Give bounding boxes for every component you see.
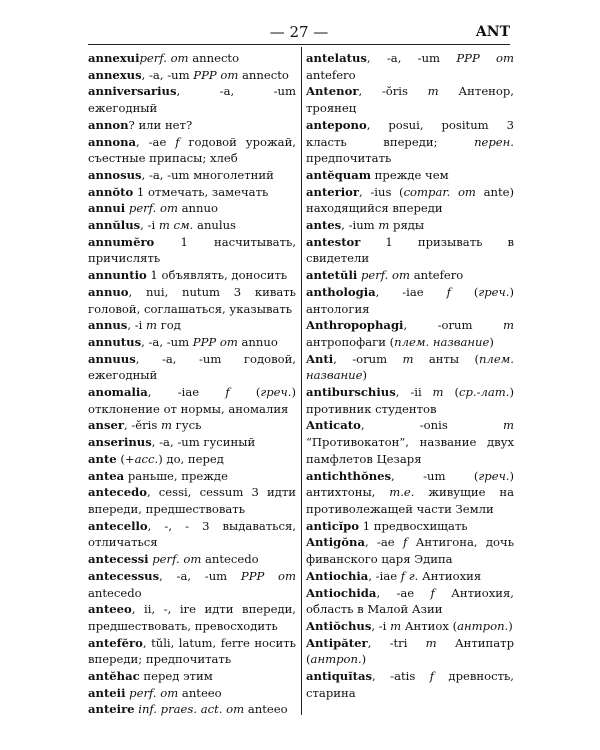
dictionary-entry [306, 384, 514, 417]
entry-headword: antes [306, 218, 342, 233]
entry-grammar-note: perf. от [125, 685, 179, 700]
entry-grammar-note: m [503, 318, 514, 333]
entry-headword: antiburschius [306, 385, 396, 400]
dictionary-entry [88, 200, 296, 217]
entry-definition-text: , -ii [395, 385, 433, 400]
entry-grammar-note: греч. [260, 385, 292, 400]
entry-definition-text: , -onis [360, 418, 503, 433]
entry-definition-text: , -ium [341, 218, 379, 233]
entry-definition-text: , -tri [367, 635, 426, 650]
dictionary-entry [88, 518, 296, 551]
entry-definition-text: Антиох ( [401, 618, 458, 633]
entry-headword: anticĭpo [306, 518, 360, 533]
dictionary-entry [306, 50, 514, 83]
entry-definition-text: , -ŏris [358, 84, 428, 99]
entry-headword: ante [88, 451, 117, 466]
entry-headword: Anti [306, 351, 334, 366]
entry-grammar-note: f [429, 669, 435, 684]
entry-definition-text: ) [489, 334, 494, 349]
entry-headword: antea [88, 468, 125, 483]
entry-headword: antiquĭtas [306, 669, 373, 684]
entry-definition-text: , -orum [333, 351, 403, 366]
entry-grammar-note: perf. от [357, 268, 411, 283]
entry-headword: antichthŏnes [306, 468, 392, 483]
entry-definition-text: 1 объявлять, доносить [146, 268, 288, 283]
entry-definition-text: , -a, -um гусиный [151, 435, 256, 450]
dictionary-entry [88, 434, 296, 451]
entry-headword: antecessus [88, 568, 160, 583]
entry-grammar-note: f г. [400, 568, 419, 583]
entry-definition-text: anteeo [244, 702, 288, 717]
dictionary-entry [88, 685, 296, 702]
entry-definition-text: , -a, -um [141, 334, 193, 349]
dictionary-entry [306, 167, 514, 184]
entry-headword: annexui [88, 51, 140, 65]
entry-definition-text: ( [443, 385, 459, 400]
entry-definition-text: antefero [306, 67, 356, 82]
entry-definition-text: , -iae [375, 284, 447, 299]
entry-definition-text: annecto [238, 67, 289, 82]
entry-grammar-note: f [402, 535, 408, 550]
entry-grammar-note: PPP от [193, 67, 239, 82]
entry-grammar-note: f [446, 284, 451, 299]
dictionary-entry [88, 551, 296, 568]
dictionary-entry [306, 518, 514, 535]
entry-grammar-note: т.е. [389, 485, 415, 500]
entry-definition-text: перед этим [139, 669, 213, 684]
dictionary-entry [306, 568, 514, 585]
entry-definition-text: Антенор, троянец [306, 84, 514, 116]
dictionary-entry [306, 585, 514, 618]
entry-definition-text: ) [361, 652, 367, 667]
entry-grammar-note: f [430, 585, 435, 600]
dictionary-entry [306, 351, 514, 384]
entry-headword: Antipăter [306, 635, 368, 650]
dictionary-entry [88, 635, 296, 668]
entry-definition-text: anulus [193, 218, 236, 233]
entry-definition-text: , cessi, cessum 3 идти впереди, предшествовать [88, 485, 296, 516]
entry-definition-text: , -, - 3 выдаваться, отличаться [88, 518, 296, 550]
entry-definition-text: Антиохия, область в Малой Азии [306, 585, 514, 617]
entry-headword: Anticato [306, 418, 361, 433]
entry-headword: antefĕro [88, 635, 143, 650]
dictionary-entry [306, 534, 514, 567]
dictionary-entry [88, 568, 296, 601]
entry-headword: anniversarius [88, 84, 177, 99]
entry-definition-text: ) антология [306, 284, 514, 316]
entry-headword: anser [88, 418, 124, 433]
entry-definition-text: ) отклонение от нормы, аномалия [88, 385, 296, 416]
entry-headword: annuus [88, 351, 136, 366]
entry-headword: anteii [88, 685, 126, 700]
entry-definition-text: , posui, positum 3 класть впереди; [306, 117, 514, 149]
entry-headword: antecello [88, 518, 148, 533]
entry-definition-text: , -a, -um многолетний [141, 167, 274, 182]
entry-definition-text: ( [450, 284, 479, 299]
entry-definition-text: , -ae [136, 134, 176, 149]
dictionary-entry [306, 117, 514, 167]
entry-grammar-note: compar. от [403, 184, 476, 199]
entry-headword: annexus [88, 67, 142, 82]
entry-definition-text: анты ( [413, 351, 479, 366]
dictionary-entry [88, 351, 296, 384]
dictionary-entry [88, 167, 296, 184]
entry-grammar-note: m [425, 635, 437, 650]
entry-definition-text: Антиохия [418, 568, 482, 583]
entry-headword: anomalia [88, 385, 148, 400]
running-head-word: ANT [475, 24, 510, 40]
entry-grammar-note: inf. praes. act. от [134, 702, 245, 717]
dictionary-entry [88, 384, 296, 417]
entry-definition-text: , -i [127, 318, 147, 333]
entry-definition-text: ) противник студентов [306, 385, 514, 416]
entry-definition-text: ? или нет? [128, 117, 193, 132]
dictionary-entry [88, 417, 296, 434]
entry-definition-text: , -ae [376, 585, 431, 600]
entry-headword: Antenor [306, 84, 359, 99]
dictionary-entry [88, 484, 296, 517]
dictionary-entry [306, 267, 514, 284]
entry-definition-text: раньше, прежде [124, 468, 228, 483]
entry-definition-text: , -atis [372, 669, 430, 684]
entry-definition-text: , -a, -um ежегодный [88, 84, 296, 116]
dictionary-entry [88, 67, 296, 84]
entry-grammar-note: плем. название [394, 334, 490, 349]
entry-definition-text: древность, старина [306, 669, 514, 700]
entry-definition-text: anteeo [178, 685, 222, 700]
entry-definition-text: annuo [177, 201, 218, 216]
dictionary-entry [88, 117, 296, 134]
entry-grammar-note: m см. [158, 218, 194, 233]
entry-headword: annosus [88, 167, 142, 182]
entry-headword: Anthropophagi [306, 318, 404, 333]
entry-grammar-note: PPP от [456, 51, 515, 65]
entry-definition-text: , -iae [368, 568, 401, 583]
dictionary-entry [88, 50, 296, 67]
entry-definition-text: ) [508, 618, 513, 633]
dictionary-entry [306, 618, 514, 635]
entry-definition-text: Антигона, дочь фиванского царя Эдипа [306, 535, 515, 567]
page-number: — 27 — [269, 23, 329, 41]
entry-grammar-note: perf. от [125, 201, 178, 216]
entry-definition-text: antecedo [201, 552, 259, 567]
entry-definition-text: , ii, -, ire идти впереди, предшествовать, превосходить [88, 602, 296, 633]
dictionary-entry [88, 184, 296, 201]
entry-headword: annuntio [88, 268, 147, 283]
entry-headword: annus [88, 318, 128, 333]
entry-grammar-note: плем. название [306, 351, 514, 383]
entry-headword: antĕhac [88, 669, 140, 684]
entry-definition-text: ) [362, 368, 368, 383]
entry-definition-text: , -um ( [391, 468, 479, 483]
entry-headword: annutus [88, 334, 142, 349]
entry-headword: antelatus [306, 51, 367, 65]
entry-definition-text: , -a, -um [366, 51, 457, 65]
dictionary-entry [306, 284, 514, 317]
entry-definition-text: ( [229, 385, 261, 400]
entry-grammar-note: m [427, 84, 439, 99]
entry-definition-text: , -a, -um [159, 568, 241, 583]
entry-definition-text: год [157, 318, 181, 333]
dictionary-entry [306, 668, 514, 701]
entry-grammar-note: m [390, 618, 402, 633]
entry-grammar-note: PPP от [192, 334, 238, 349]
entry-definition-text: (+ [116, 451, 135, 466]
entry-definition-text: 1 призывать в свидетели [306, 234, 514, 266]
entry-definition-text: antecedo [88, 585, 142, 600]
dictionary-entry [306, 217, 514, 234]
entry-headword: Antiochia [306, 568, 369, 583]
dictionary-entry [306, 468, 514, 518]
entry-grammar-note: m [161, 418, 172, 433]
entry-definition-text: ряды [389, 218, 425, 233]
dictionary-entry [88, 217, 296, 234]
entry-definition-text: Антипатр ( [306, 635, 514, 667]
entry-definition-text: 1 насчитывать, причислять [88, 234, 296, 266]
entry-grammar-note: acc. [134, 451, 159, 466]
entry-headword: antĕquam [306, 167, 371, 182]
entry-grammar-note: f [175, 134, 180, 149]
entry-definition-text: 1 предвосхищать [359, 518, 468, 533]
entry-headword: anthologia [306, 284, 376, 299]
entry-definition-text: , -ĕris [123, 418, 161, 433]
dictionary-entry [88, 317, 296, 334]
dictionary-entry [88, 134, 296, 167]
entry-grammar-note: PPP от [240, 568, 296, 583]
entry-headword: anteeo [88, 602, 132, 617]
entry-headword: antetŭli [306, 268, 358, 283]
dictionary-entry [88, 267, 296, 284]
entry-headword: Antiochida [306, 585, 377, 600]
dictionary-entry [306, 317, 514, 350]
entry-grammar-note: perf. от [148, 552, 202, 567]
dictionary-entry [306, 184, 514, 217]
dictionary-entry [88, 83, 296, 116]
dictionary-entry [88, 701, 296, 718]
entry-definition-text: annecto [188, 51, 240, 65]
entry-definition-text: прежде чем [371, 167, 449, 182]
dictionary-entry [88, 601, 296, 634]
entry-grammar-note: m [146, 318, 158, 333]
entry-definition-text: ante) находящийся впереди [306, 184, 514, 216]
entry-headword: annumĕro [88, 234, 155, 249]
entry-headword: antecessi [88, 552, 149, 567]
right-column [306, 50, 514, 701]
entry-definition-text: антропофаги ( [306, 334, 395, 349]
entry-definition-text: “Противокатон”, название двух памфлетов Цезаря [306, 435, 514, 466]
dictionary-entry [306, 234, 514, 267]
entry-headword: antecedo [88, 485, 147, 500]
entry-headword: antepono [306, 117, 367, 132]
entry-grammar-note: m [432, 385, 444, 400]
header-rule [88, 44, 510, 45]
entry-definition-text: , -a, -um годовой, ежегодный [88, 351, 296, 383]
entry-definition-text: annuo [237, 334, 278, 349]
entry-definition-text: живущие на противолежащей части Земли [306, 485, 514, 516]
dictionary-entry [88, 668, 296, 685]
entry-grammar-note: m [378, 218, 390, 233]
dictionary-entry [88, 284, 296, 317]
entry-headword: annon [88, 117, 129, 132]
entry-headword: annuo [88, 284, 129, 299]
entry-definition-text: ) до, перед [158, 451, 224, 466]
entry-headword: Antiŏchus [306, 618, 372, 633]
dictionary-entry [88, 468, 296, 485]
entry-definition-text: , -orum [403, 318, 503, 333]
entry-definition-text: , -a, -um [141, 67, 194, 82]
entry-definition-text: , -i [371, 618, 391, 633]
entry-headword: annui [88, 201, 126, 216]
entry-grammar-note: m [402, 351, 414, 366]
entry-grammar-note: перен. [474, 134, 514, 149]
entry-definition-text: , -ae [364, 535, 403, 550]
entry-definition-text: гусь [172, 418, 202, 433]
dictionary-entry [88, 334, 296, 351]
entry-definition-text: , -ius ( [359, 184, 404, 199]
entry-grammar-note: f [225, 385, 230, 400]
entry-headword: anserinus [88, 435, 152, 450]
dictionary-entry [306, 635, 514, 668]
entry-definition-text: ) антихтоны, [306, 468, 514, 500]
entry-definition-text: годовой урожай, съестные припасы; хлеб [88, 134, 296, 166]
entry-definition-text: предпочитать [306, 151, 392, 166]
entry-definition-text: , tŭli, latum, ferre носить впереди; предпочитать [88, 635, 296, 667]
dictionary-entry [88, 451, 296, 468]
entry-headword: antestor [306, 234, 361, 249]
entry-headword: annŏto [88, 184, 134, 199]
entry-grammar-note: антроп. [457, 618, 509, 633]
entry-definition-text: antefero [410, 268, 464, 283]
page-header [88, 22, 510, 42]
entry-grammar-note: m [503, 418, 514, 433]
column-divider [301, 47, 302, 715]
entry-definition-text: , nui, nutum 3 кивать головой, соглашаться, указывать [88, 284, 296, 316]
entry-headword: Antigŏna [306, 535, 365, 550]
entry-grammar-note: ср.-лат. [458, 385, 510, 400]
entry-grammar-note: греч. [478, 468, 510, 483]
entry-headword: annŭlus [88, 218, 141, 233]
dictionary-entry [306, 417, 514, 467]
entry-grammar-note: антроп. [310, 652, 362, 667]
entry-grammar-note: греч. [478, 284, 510, 299]
entry-definition-text: 1 отмечать, замечать [133, 184, 269, 199]
dictionary-entry [306, 83, 514, 116]
entry-headword: anteire [88, 702, 135, 717]
entry-grammar-note: perf. от [139, 51, 189, 65]
entry-headword: annona [88, 134, 137, 149]
dictionary-entry [88, 234, 296, 267]
entry-headword: anterior [306, 184, 360, 199]
entry-definition-text: , -i [140, 218, 159, 233]
left-column [88, 50, 296, 718]
entry-definition-text: , -iae [147, 385, 226, 400]
